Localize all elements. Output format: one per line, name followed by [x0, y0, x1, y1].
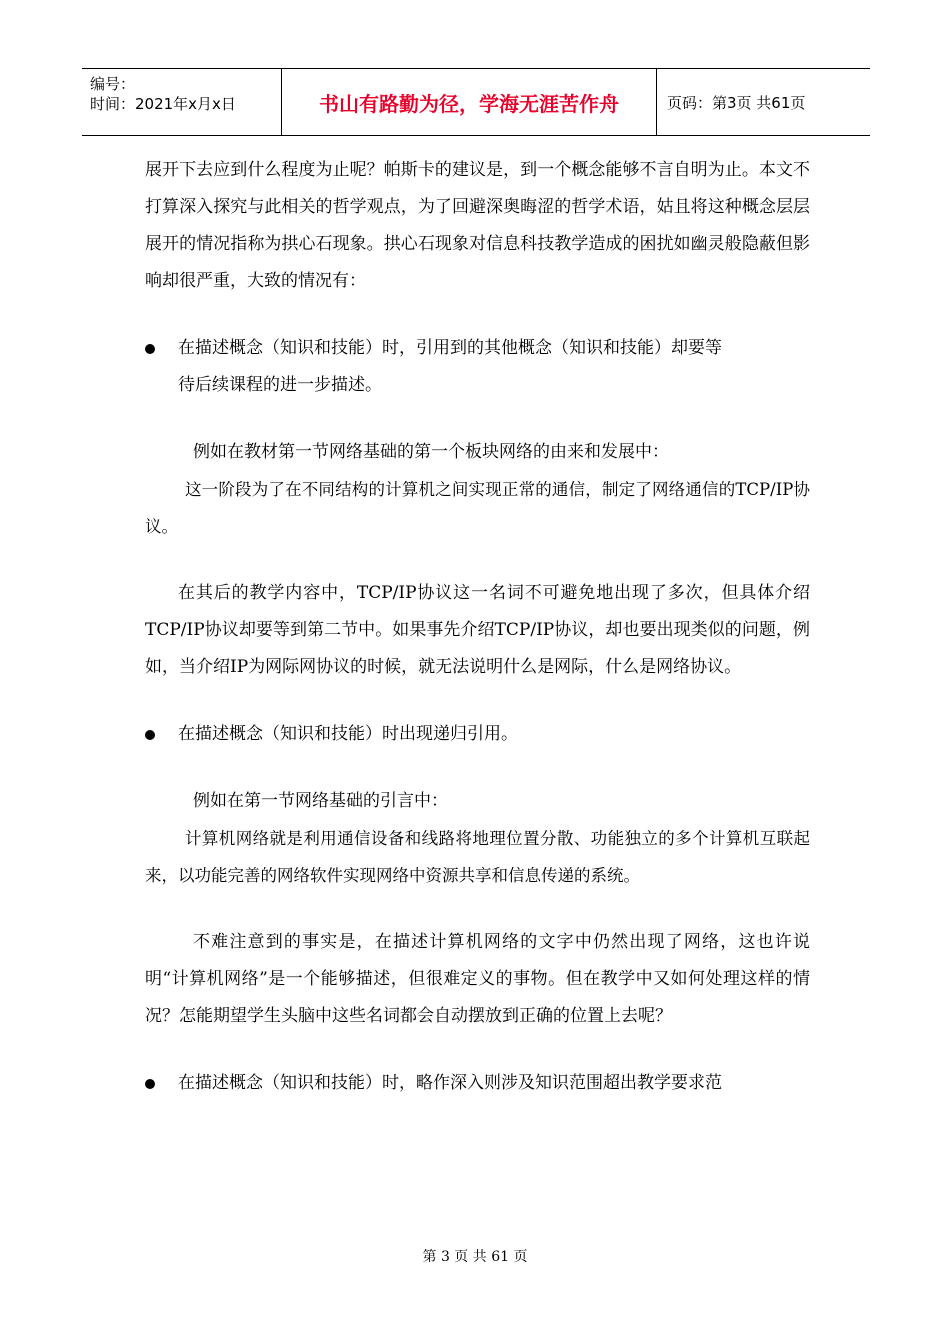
bullet-item-3 [145, 1065, 810, 1102]
page-header [82, 68, 870, 136]
recursive-paragraph: 不难注意到的事实是，在描述计算机网络的文字中仍然出现了网络，这也许说明“计算机网络”是一个能够描述，但很难定义的事物。但在教学中又如何处理这样的情况？怎能期望学生头脑中这些名词都会自动摆放到正确的位置上去呢？ [145, 932, 810, 1026]
example-2-intro: 例如在第一节网络基础的引言中： [193, 791, 448, 811]
bullet-item-1 [145, 330, 810, 367]
bullet-1-text: 在描述概念（知识和技能）时，引用到的其他概念（知识和技能）却要等 [178, 338, 722, 358]
example-1-intro: 例如在教材第一节网络基础的第一个板块网络的由来和发展中： [193, 442, 669, 462]
bullet-3-text: 在描述概念（知识和技能）时，略作深入则涉及知识范围超出教学要求范 [178, 1073, 722, 1093]
bullet-dot-icon [145, 730, 155, 740]
document-body [145, 152, 810, 1102]
intro-paragraph: 展开下去应到什么程度为止呢？帕斯卡的建议是，到一个概念能够不言自明为止。本文不打算深入探究与此相关的哲学观点，为了回避深奥晦涩的哲学术语，姑且将这种概念层层展开的情况指称为拱心石现象。拱心石现象对信息科技教学造成的困扰如幽灵般隐蔽但影响却很严重，大致的情况有： [145, 160, 810, 291]
doc-number-label: 编号： [90, 75, 136, 93]
bullet-2-text: 在描述概念（知识和技能）时出现递归引用。 [178, 724, 518, 744]
header-page-info: 页码：第3页 共61页 [667, 93, 806, 112]
example-2-quote: 计算机网络就是利用通信设备和线路将地理位置分散、功能独立的多个计算机互联起来，以功能完善的网络软件实现网络中资源共享和信息传递的系统。 [145, 829, 810, 885]
doc-date: 时间：2021年x月x日 [90, 95, 236, 113]
bullet-dot-icon [145, 344, 155, 354]
tcpip-paragraph: 在其后的教学内容中，TCP/IP协议这一名词不可避免地出现了多次，但具体介绍TCP/IP协议却要等到第二节中。如果事先介绍TCP/IP协议，却也要出现类似的问题，例如，当介绍IP为网际网协议的时候，就无法说明什么是网际，什么是网络协议。 [145, 583, 810, 677]
example-1-quote: 这一阶段为了在不同结构的计算机之间实现正常的通信，制定了网络通信的TCP/IP协议。 [145, 480, 810, 536]
header-motto: 书山有路勤为径，学海无涯苦作舟 [282, 69, 657, 135]
bullet-1-continuation: 待后续课程的进一步描述。 [178, 375, 382, 395]
page-footer: 第 3 页 共 61 页 [422, 1249, 528, 1265]
bullet-dot-icon [145, 1079, 155, 1089]
bullet-item-2 [145, 716, 810, 753]
header-meta [82, 69, 282, 135]
